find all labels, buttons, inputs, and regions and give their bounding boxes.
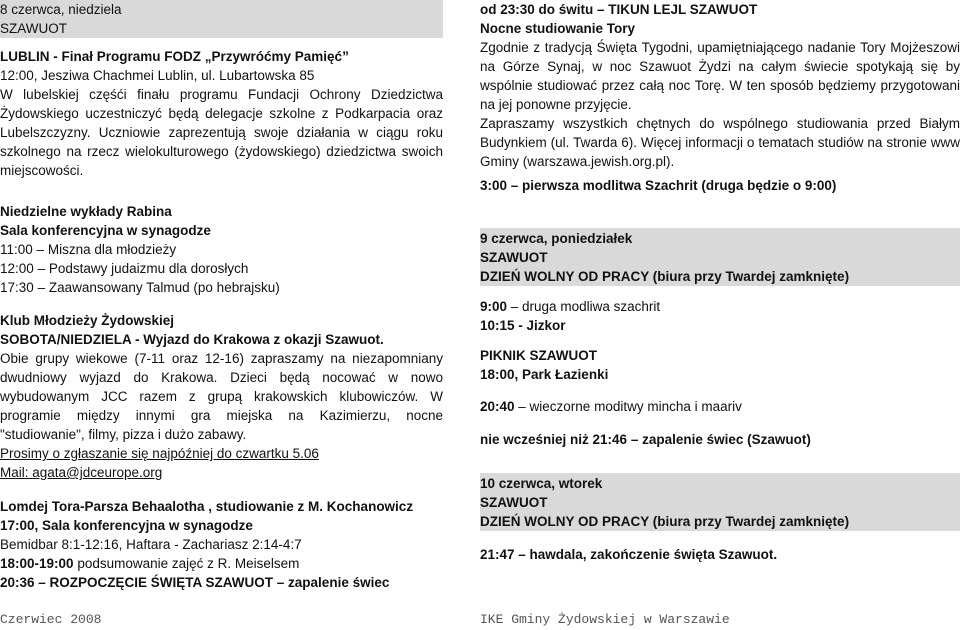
club-deadline: Prosimy o zgłaszanie się najpóźniej do czwartku 5.06	[0, 446, 319, 461]
lublin-place: 12:00, Jesziwa Chachmei Lublin, ul. Lubartowska 85	[0, 68, 315, 83]
lublin-title: LUBLIN - Finał Programu FODZ „Przywróćmy Pamięć”	[0, 49, 349, 64]
lecture-item: 17:30 – Zaawansowany Talmud (po hebrajsku)	[0, 280, 280, 295]
schedule-item: 9:00 – druga modliwa szachrit	[480, 299, 661, 314]
holiday-name: SZAWUOT	[480, 495, 548, 510]
footer-right: IKE Gminy Żydowskiej w Warszawie	[480, 612, 730, 627]
lublin-section	[0, 47, 443, 180]
lectures-place: Sala konferencyjna w synagodze	[0, 223, 211, 238]
lomdej-candles: 20:36 – ROZPOCZĘCIE ŚWIĘTA SZAWUOT – zapalenie świec	[0, 575, 390, 590]
date-heading: 10 czerwca, wtorek	[480, 476, 603, 491]
night-prayer: 3:00 – pierwsza modlitwa Szachrit (druga będzie o 9:00)	[480, 178, 837, 193]
club-text: Obie grupy wiekowe (7-11 oraz 12-16) zapraszamy na niezapomniany dwudniowy wyjazd do Krakowa. Dzieci będą nocować w nowo wybudowanym JCC razem z grupą krakowskich klubowiczów. W programie między innymi gra miejska na Kazimierzu, nocne "studiowanie", filmy, pizza i dużo zabawy.	[0, 351, 443, 442]
footer-left: Czerwiec 2008	[0, 612, 102, 627]
lectures-title: Niedzielne wykłady Rabina	[0, 204, 172, 219]
schedule-item: 10:15 - Jizkor	[480, 318, 566, 333]
night-section	[480, 0, 960, 195]
club-title: Klub Młodzieży Żydowskiej	[0, 313, 175, 328]
day-header-june-8	[0, 0, 443, 38]
picnic-title: PIKNIK SZAWUOT	[480, 348, 597, 363]
night-text: Zgodnie z tradycją Święta Tygodni, upamiętniającego nadanie Tory Mojżeszowi na Górze Synaj, w noc Szawuot Żydzi na całym świecie spotykają się by wspólnie studiować przez całą noc Torę. W ten sposób będziemy przygotowani na jej ponowne przyjęcie.	[480, 40, 960, 112]
holiday-name: SZAWUOT	[0, 21, 67, 36]
candles-time: nie wcześniej niż 21:46 – zapalenie świec (Szawuot)	[480, 432, 811, 447]
club-trip: SOBOTA/NIEDZIELA - Wyjazd do Krakowa z okazji Szawuot.	[0, 332, 384, 347]
day-header-june-9	[480, 228, 960, 286]
lomdej-summary: 18:00-19:00 podsumowanie zajęć z R. Meiselsem	[0, 556, 300, 571]
holiday-notice: DZIEŃ WOLNY OD PRACY (biura przy Twardej zamknięte)	[480, 269, 850, 284]
lectures-section	[0, 202, 443, 297]
lomdej-place: 17:00, Sala konferencyjna w synagodze	[0, 518, 253, 533]
holiday-name: SZAWUOT	[480, 250, 548, 265]
lecture-item: 12:00 – Podstawy judaizmu dla dorosłych	[0, 261, 249, 276]
schedule-item: 20:40 – wieczorne moditwy mincha i maariv	[480, 399, 742, 414]
left-column	[0, 0, 443, 592]
club-section	[0, 311, 443, 482]
night-invite: Zapraszamy wszystkich chętnych do wspólnego studiowania przed Białym Budynkiem (ul. Twarda 6). Więcej informacji o tematach studiów na stronie www Gminy (warszawa.jewish.org.pl).	[480, 116, 960, 169]
holiday-notice: DZIEŃ WOLNY OD PRACY (biura przy Twardej zamknięte)	[480, 514, 850, 529]
night-title: od 23:30 do świtu – TIKUN LEJL SZAWUOT	[480, 2, 758, 17]
lomdej-section	[0, 497, 443, 592]
night-subtitle: Nocne studiowanie Tory	[480, 21, 636, 36]
date-heading: 9 czerwca, poniedziałek	[480, 231, 633, 246]
club-mail-link[interactable]: agata@jdceurope.org	[32, 465, 163, 480]
day-header-june-10	[480, 473, 960, 531]
club-mail-line: Mail: agata@jdceurope.org	[0, 465, 163, 480]
havdalah-time: 21:47 – hawdala, zakończenie święta Szawuot.	[480, 547, 778, 562]
right-column	[480, 0, 960, 564]
lecture-item: 11:00 – Miszna dla młodzieży	[0, 242, 177, 257]
lomdej-text: Bemidbar 8:1-12:16, Haftara - Zachariasz 2:14-4:7	[0, 537, 302, 552]
picnic-place: 18:00, Park Łazienki	[480, 367, 609, 382]
lublin-text: W lubelskiej częśći finału programu Fundacji Ochrony Dziedzictwa Żydowskiego uczestniczyć będą delegacje szkolne z Podkarpacia oraz Lubelszczyzny. Uczniowie zaprezentują swoje działania w ciągu roku szkolnego na rzecz wielokulturowego (żydowskiego) dziedzictwa swoich miejscowości.	[0, 87, 443, 178]
date-heading: 8 czerwca, niedziela	[0, 2, 122, 17]
lomdej-title: Lomdej Tora-Parsza Behaalotha , studiowanie z M. Kochanowicz	[0, 499, 414, 514]
day2-schedule	[480, 297, 960, 449]
